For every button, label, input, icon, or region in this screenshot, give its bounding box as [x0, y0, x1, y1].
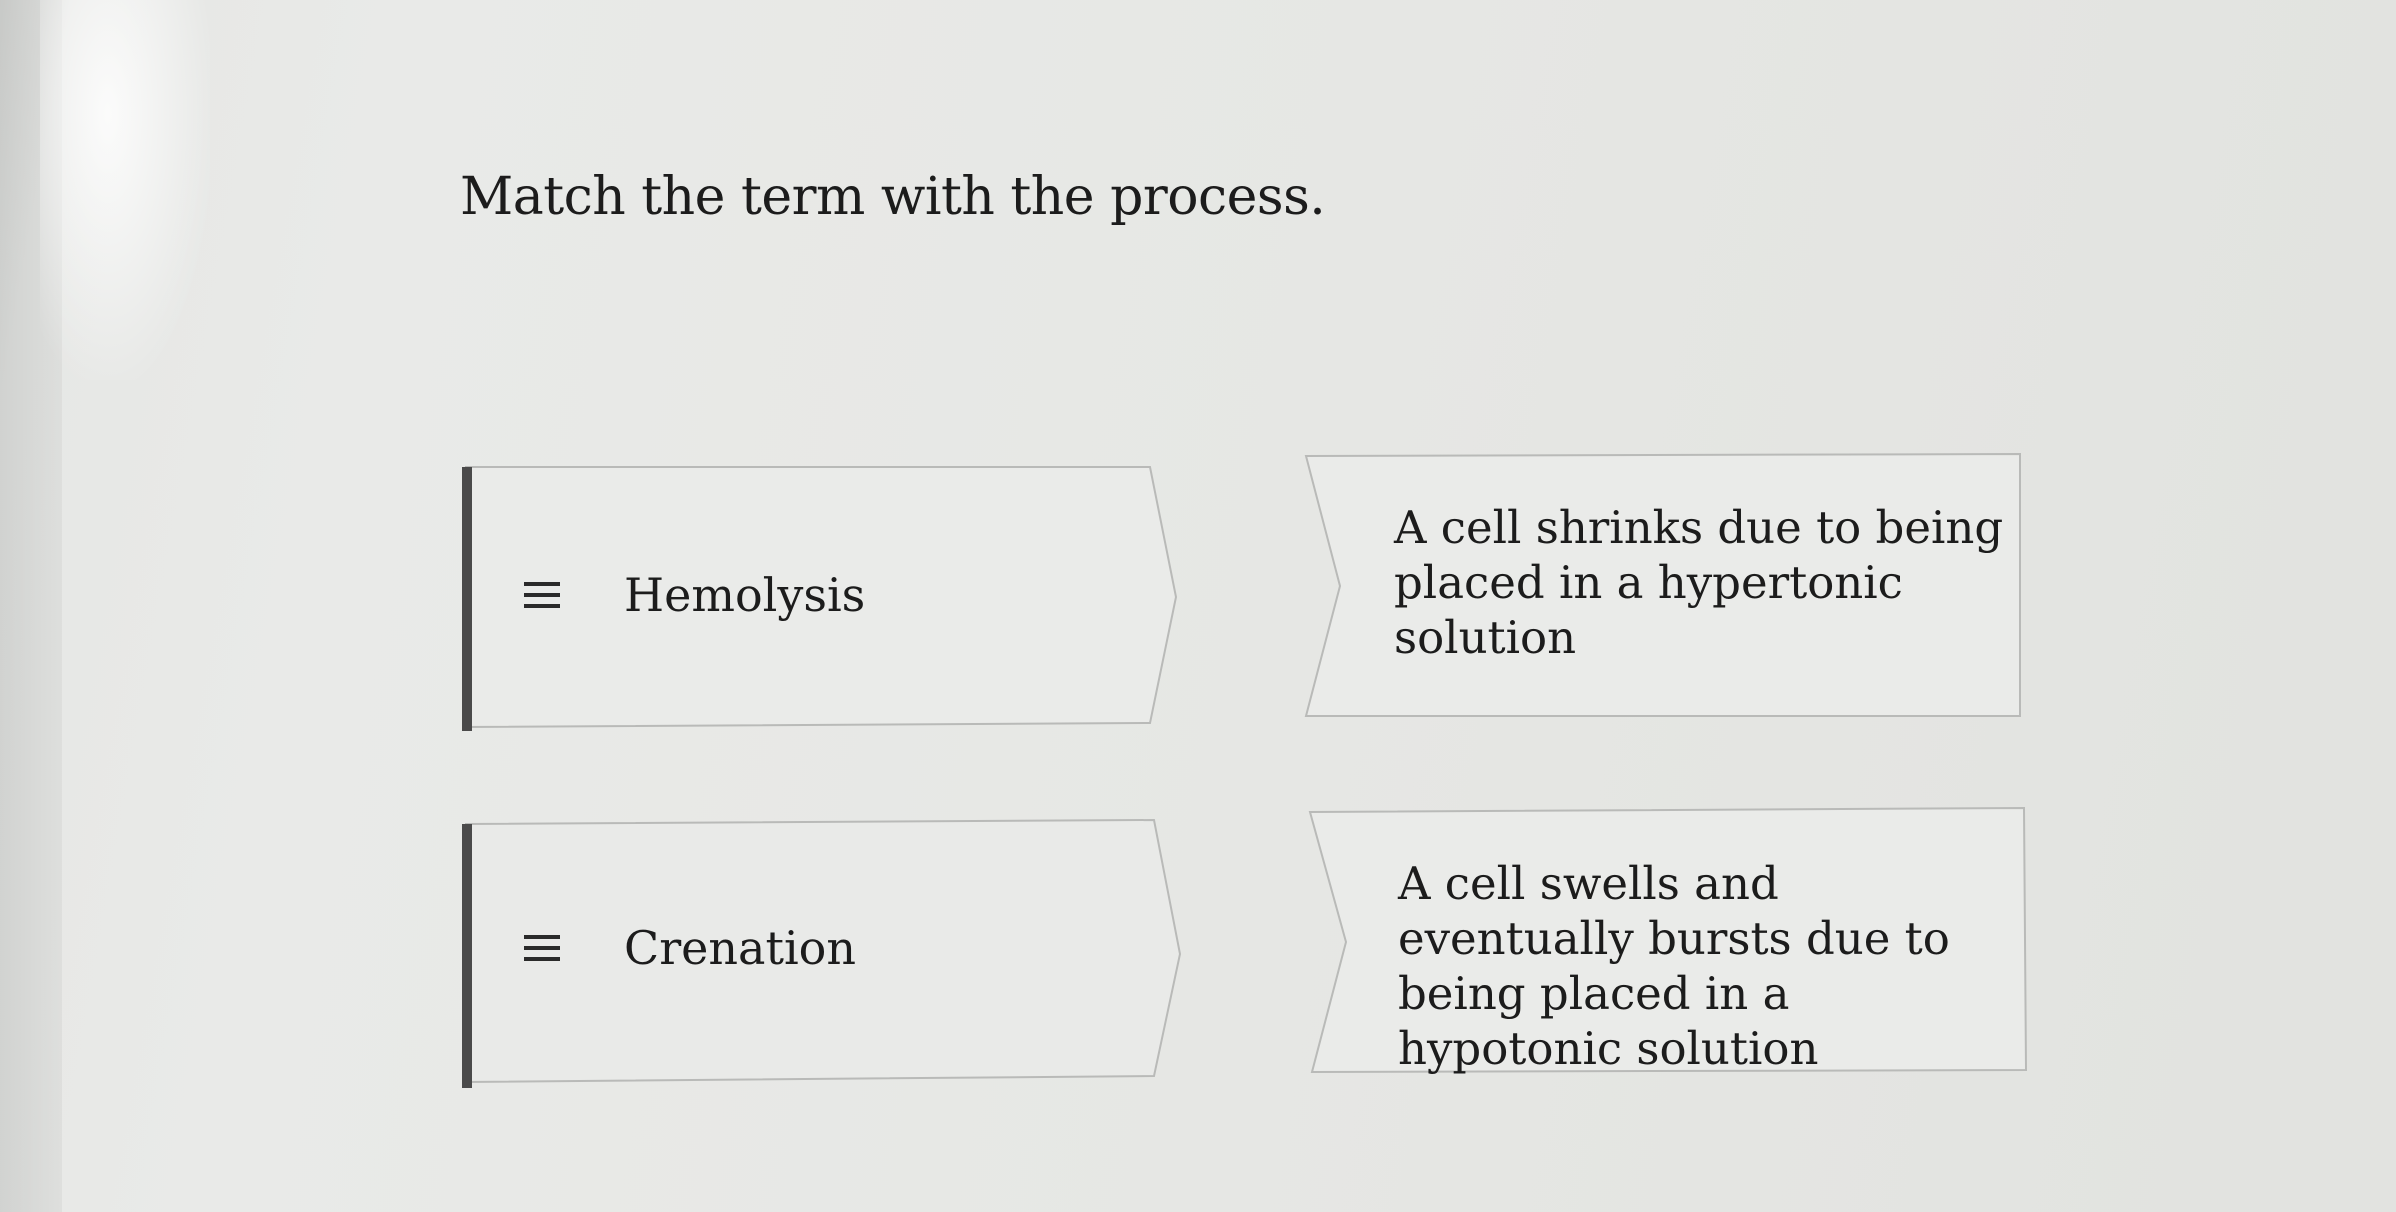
- term-card-hemolysis[interactable]: [462, 463, 1178, 731]
- definition-text: A cell shrinks due to being placed in a hypertonic solution: [1394, 501, 2004, 664]
- screen-glare: [40, 0, 210, 380]
- screen-edge-shadow: [0, 0, 62, 1212]
- term-label: Hemolysis: [624, 568, 866, 622]
- drag-handle-icon[interactable]: [524, 582, 560, 612]
- term-card-crenation[interactable]: [462, 820, 1178, 1088]
- term-label: Crenation: [624, 921, 856, 975]
- question-prompt: Match the term with the process.: [460, 167, 1326, 227]
- definition-drop-zone-1[interactable]: [1304, 454, 2024, 716]
- definition-drop-zone-2[interactable]: [1308, 808, 2028, 1075]
- drag-handle-icon[interactable]: [524, 935, 560, 965]
- definition-text: A cell swells and eventually bursts due to being placed in a hypotonic solution: [1398, 857, 1950, 1075]
